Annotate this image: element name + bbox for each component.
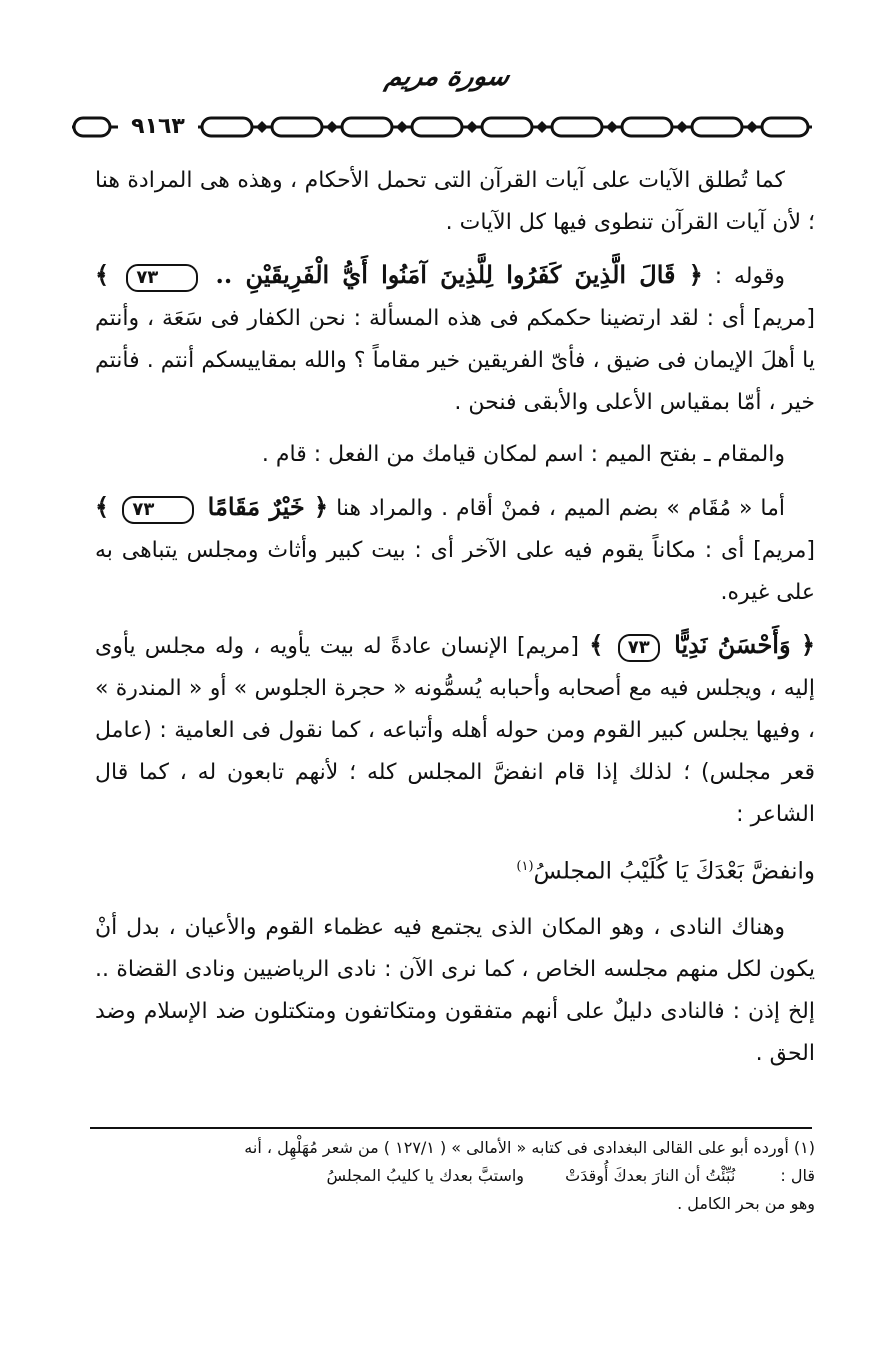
- main-text: [95, 160, 815, 1085]
- footnote-verse: [290, 1166, 775, 1185]
- hemistich: واستبَّ بعدك يا كليبُ المجلسُ: [326, 1166, 525, 1185]
- surah-title: [0, 62, 896, 92]
- footnotes: [95, 1134, 815, 1218]
- quran-verse: ﴿ قَالَ الَّذِينَ كَفَرُوا لِلَّذِينَ آمَنُوا أَيُّ الْفَرِيقَيْنِ ..: [202, 260, 703, 289]
- text-span: أما « مُقَام » بضم الميم ، فمنْ أقام . والمراد هنا: [328, 496, 785, 521]
- paragraph: [95, 254, 815, 424]
- verse-bracket: ﴾: [95, 260, 123, 289]
- text-span: [مريم] الإنسان عادةً له بيت يأويه ، وله مجلس يأوى إليه ، ويجلس فيه مع أصحابه وأحبابه يُسمُّونه « حجرة الجلوس » أو « المندرة » ، وفيها يجلس كبير القوم ومن حوله أهله وأتباعه ، كما نقول فى العامية : (عامل قعر مجلس) ؛ لذلك إذا قام انفضَّ المجلس كله ؛ لأنهم تابعون له ، كما قال الشاعر :: [95, 634, 815, 827]
- paragraph: والمقام ـ بفتح الميم : اسم لمكان قيامك من الفعل : قام .: [261, 442, 785, 467]
- paragraph: كما تُطلق الآيات على آيات القرآن التى تحمل الأحكام ، وهذه هى المرادة هنا ؛ لأن آيات القرآن تنطوى فيها كل الآيات .: [95, 168, 815, 235]
- footnote-ref: (١): [516, 859, 534, 874]
- paragraph: وهناك النادى ، وهو المكان الذى يجتمع فيه عظماء القوم والأعيان ، بدل أنْ يكون لكل منهم مجلسه الخاص ، كما نرى الآن : نادى الرياضيين ونادى القضاة .. إلخ إذن : فالنادى دليلٌ على أنهم متفقون ومتكاتفون ومتكتلون ضد الإسلام وضد الحق .: [95, 914, 815, 1066]
- surah-title-text: سورة مريم: [383, 62, 513, 92]
- footnote-line: (١) أورده أبو على القالى البغدادى فى كتابه « الأمالى » ( ١٢٧/١ ) من شعر مُهَلْهِل ، أنه: [244, 1138, 815, 1157]
- quran-verse: ﴿ وَأَحْسَنُ نَدِيًّا: [663, 630, 816, 659]
- page-number: ٩١٦٣: [118, 112, 198, 142]
- verse-bracket: ﴾: [578, 630, 614, 659]
- footnote-label: قال :: [780, 1166, 815, 1185]
- footnote-line: [95, 1162, 815, 1190]
- paragraph: [95, 624, 815, 836]
- footnote-line: وهو من بحر الكامل .: [677, 1194, 815, 1213]
- footnote-divider: [90, 1127, 812, 1129]
- text-span: وقوله :: [702, 264, 785, 289]
- ayah-number: ٧٣: [618, 634, 660, 662]
- poem-line: [95, 846, 815, 893]
- paragraph: [95, 486, 815, 614]
- text-span: [مريم] أى : لقد ارتضينا حكمكم فى هذه المسألة : نحن الكفار فى سَعَة ، وأنتم يا أهلَ الإيمان فى ضيق ، فأىّ الفريقين خير مقاماً ؟ والله بمقاييسكم أنتم . فأنتم خير ، أمّا بمقياس الأعلى والأبقى فنحن .: [95, 306, 815, 415]
- verse-bracket: ﴾: [95, 492, 119, 521]
- ayah-number: ٧٣: [122, 496, 194, 524]
- text-span: [مريم] أى : مكاناً يقوم فيه على الآخر أى : بيت كبير وأثاث ومجلس يتباهى به على غيره.: [95, 538, 815, 605]
- ayah-number: ٧٣: [126, 264, 198, 292]
- poem-text: وانفضَّ بَعْدَكَ يَا كُلَيْبُ المجلسُ: [533, 858, 815, 885]
- hemistich: نُبِّئْتُ أن النارَ بعدكَ أُوقدَتْ: [565, 1166, 736, 1185]
- quran-verse: ﴿ خَيْرٌ مَقَامًا: [198, 492, 329, 521]
